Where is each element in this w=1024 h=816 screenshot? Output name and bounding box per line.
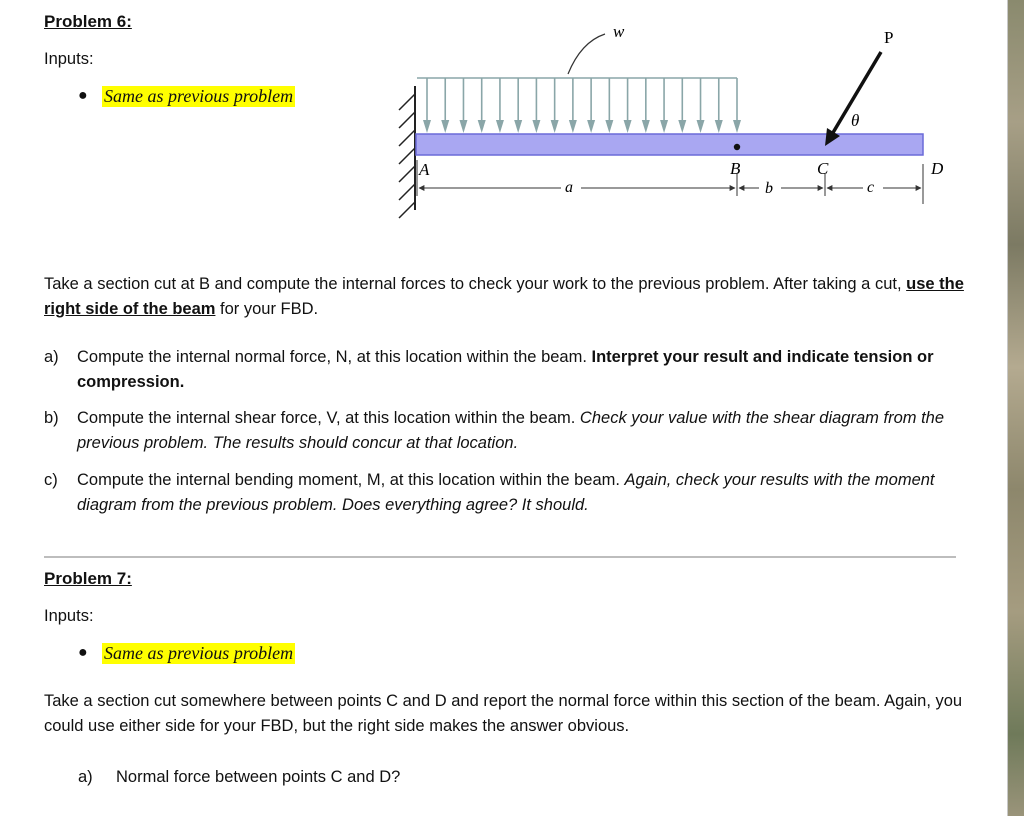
force-label: P	[884, 28, 894, 47]
problem-7-inputs-label: Inputs:	[44, 607, 94, 625]
background-edge	[1008, 0, 1024, 816]
load-arrow-head	[514, 120, 522, 133]
list-marker: b)	[44, 409, 59, 427]
dimension-label-a: a	[565, 179, 573, 196]
dimension-label-b: b	[765, 180, 773, 197]
load-arrow-head	[532, 120, 540, 133]
point-b-dot	[734, 144, 740, 150]
load-arrow-head	[733, 120, 741, 133]
load-arrow-head	[715, 120, 723, 133]
force-p-arrow	[825, 52, 881, 146]
item-b-text: Compute the internal shear force, V, at this location within the beam.	[77, 409, 580, 427]
load-arrow-head	[478, 120, 486, 133]
load-arrow-head	[587, 120, 595, 133]
load-label: w	[613, 22, 625, 41]
list-marker: c)	[44, 471, 58, 489]
problem-7-bullet-text: Same as previous problem	[104, 642, 294, 663]
problem-7-instructions: Take a section cut somewhere between points C and D and report the normal force within this section of the beam. Again, you could use either side for your FBD, but the right side makes the answer obvious.	[44, 692, 963, 735]
load-arrow-head	[551, 120, 559, 133]
angle-label: θ	[851, 111, 860, 130]
load-arrow-head	[459, 120, 467, 133]
load-arrow-head	[697, 120, 705, 133]
item-b-italic-text: Check your value with the shear diagram from the previous problem. The results should concur at that location.	[77, 409, 945, 452]
fixed-wall	[399, 86, 415, 218]
bullet-icon: ●	[78, 644, 88, 661]
list-marker: a)	[78, 768, 93, 786]
item-a-bold-text: Interpret your result and indicate tension or compression.	[77, 348, 934, 391]
load-arrow-head	[605, 120, 613, 133]
beam-diagram	[385, 14, 965, 226]
load-arrow-head	[678, 120, 686, 133]
problem-6-instructions-part2: for your FBD.	[215, 300, 319, 318]
list-marker: a)	[44, 348, 59, 366]
problem-7-input-bullet	[78, 641, 295, 665]
point-label-b: B	[730, 159, 741, 178]
problem-6-title: Problem 6:	[44, 12, 132, 31]
problem-6-item-c	[44, 468, 944, 518]
problem-6-bullet-text: Same as previous problem	[104, 85, 294, 106]
load-arrow-head	[660, 120, 668, 133]
dimension-lines	[417, 160, 923, 204]
load-arrow-head	[496, 120, 504, 133]
problem-6-instructions-emphasis: use the right side of the beam	[44, 275, 964, 318]
load-arrow-head	[642, 120, 650, 133]
point-label-d: D	[931, 159, 944, 178]
problem-6-item-a	[44, 345, 944, 395]
problem-6-input-bullet	[78, 84, 295, 108]
beam	[416, 134, 923, 155]
item-a-text: Compute the internal normal force, N, at this location within the beam.	[77, 348, 592, 366]
dimension-label-c: c	[867, 179, 875, 196]
load-arrow-head	[569, 120, 577, 133]
item-c-italic-text: Again, check your results with the moment diagram from the previous problem. Does everything agree? It should.	[77, 471, 935, 514]
item-a-text: Normal force between points C and D?	[116, 768, 401, 786]
load-arrow-head	[624, 120, 632, 133]
item-c-text: Compute the internal bending moment, M, at this location within the beam.	[77, 471, 625, 489]
load-arrow-head	[423, 120, 431, 133]
section-divider	[44, 556, 956, 558]
problem-7-title: Problem 7:	[44, 569, 132, 588]
distributed-load	[417, 78, 741, 133]
problem-6-inputs-label: Inputs:	[44, 50, 94, 68]
problem-6-item-b	[44, 406, 944, 456]
load-label-leader	[568, 34, 605, 74]
problem-6-instructions-part1: Take a section cut at B and compute the internal forces to check your work to the previous problem. After taking a cut,	[44, 275, 907, 293]
point-label-c: C	[817, 159, 829, 178]
problem-6-instructions	[44, 272, 964, 322]
problem-7-item-a	[78, 765, 978, 790]
point-label-a: A	[419, 160, 430, 179]
bullet-icon: ●	[78, 87, 88, 104]
load-arrow-head	[441, 120, 449, 133]
